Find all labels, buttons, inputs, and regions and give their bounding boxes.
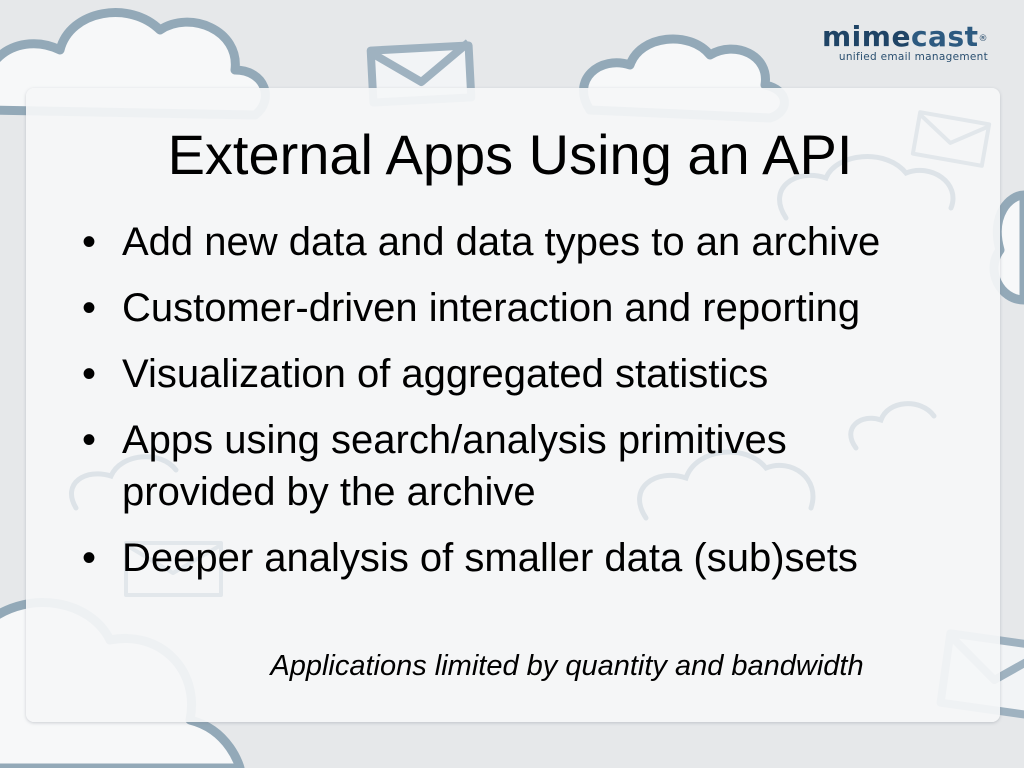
bullet-item: • Add new data and data types to an archive [80,216,1000,268]
logo-word-main: mime [822,20,911,53]
footnote: Applications limited by quantity and bandwidth [270,650,864,682]
mimecast-logo [822,22,988,63]
logo-word-accent: cast [910,20,979,53]
bullet-item: • Visualization of aggregated statistics [80,348,1000,400]
registered-mark: ® [978,34,988,44]
bullet-item: • Customer-driven interaction and reporting [80,282,1000,334]
bullet-item: • Deeper analysis of smaller data (sub)sets [80,532,1000,584]
bullet-item: • Apps using search/analysis primitives provided by the archive [80,414,892,518]
bullet-list [80,216,1000,598]
logo-tagline: unified email management [838,51,988,63]
slide-title: External Apps Using an API [167,123,853,186]
logo-wordmark [822,22,988,52]
